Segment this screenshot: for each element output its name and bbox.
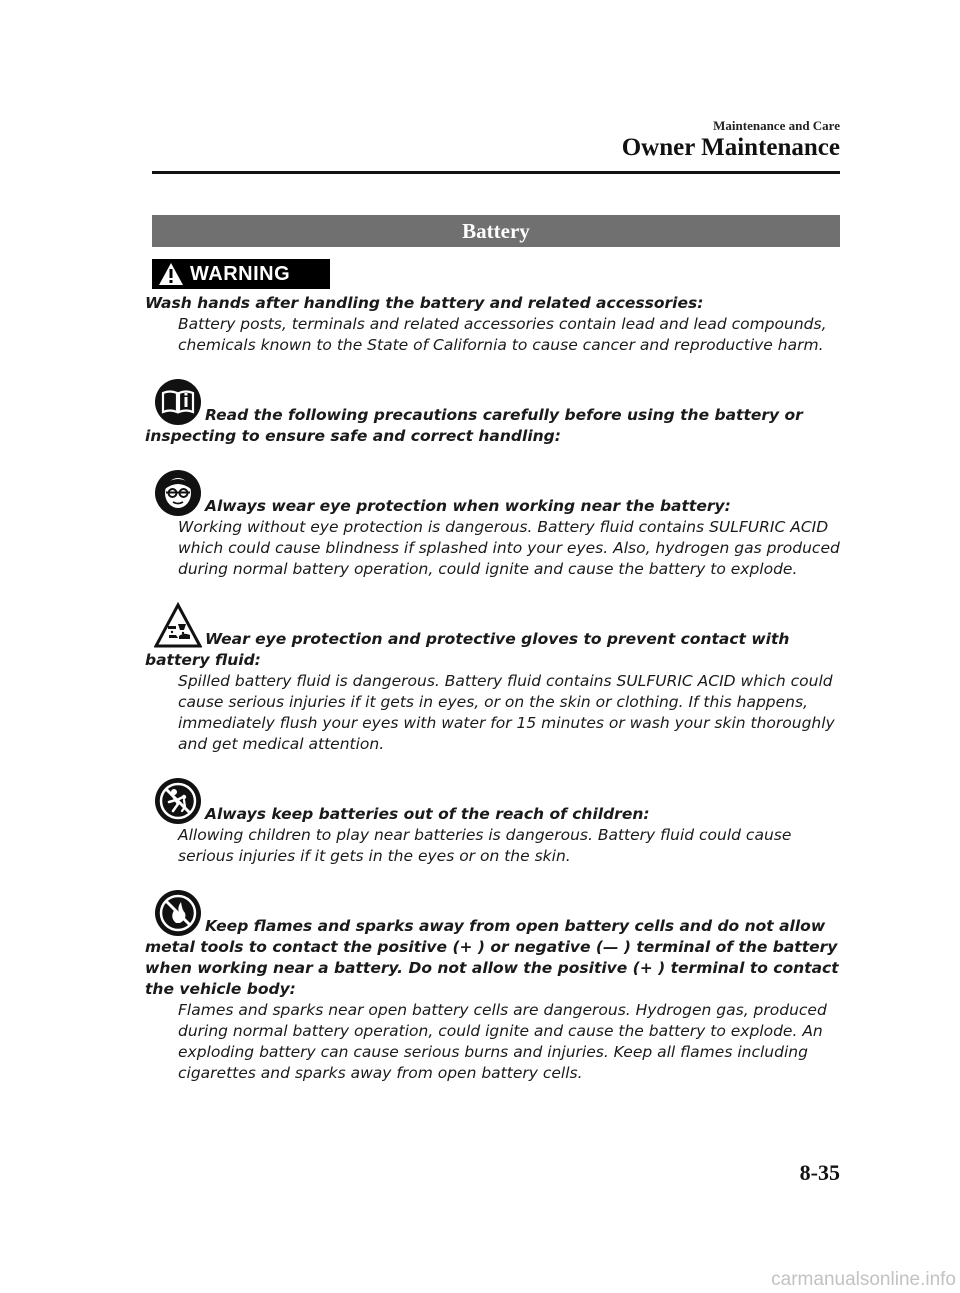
item-head: Always wear eye protection when working near the battery: — [205, 497, 731, 515]
page-number: 8-35 — [799, 1160, 840, 1185]
list-item — [145, 777, 845, 867]
list-item — [145, 469, 845, 580]
section-bar: Battery — [152, 215, 840, 247]
watermark: carmanualsonline.info — [771, 1269, 956, 1290]
lead-body: Battery posts, terminals and related accessories contain lead and lead compounds, chemicals known to the State of California to cause cancer and reproductive harm. — [178, 315, 827, 354]
warning-triangle-icon — [158, 262, 184, 286]
warning-label: WARNING — [190, 263, 291, 285]
lead-head: Wash hands after handling the battery and related accessories: — [145, 294, 704, 312]
page-title: Owner Maintenance — [621, 134, 840, 161]
item-body: Flames and sparks near open battery cells are dangerous. Hydrogen gas, produced during normal battery operation, could ignite and cause the battery to explode. An exploding battery can cause serious burns and injuries. Keep all flames including cigarettes and sparks away from open battery cells. — [178, 1001, 827, 1082]
item-body: Spilled battery fluid is dangerous. Battery fluid contains SULFURIC ACID which could cause serious injuries if it gets in eyes, or on the skin or clothing. If this happens, immediately flush your eyes with water for 15 minutes or wash your skin thoroughly and get medical attention. — [178, 672, 835, 753]
list-item — [145, 378, 845, 447]
header-rule — [152, 171, 840, 174]
warning-content — [145, 293, 845, 1106]
item-body: Allowing children to play near batteries is dangerous. Battery fluid could cause serious injuries if it gets in the eyes or on the skin. — [178, 826, 792, 865]
warning-badge — [152, 259, 330, 289]
item-head: Read the following precautions carefully before using the battery or inspecting to ensure safe and correct handling: — [145, 406, 803, 445]
item-head: Always keep batteries out of the reach of children: — [205, 805, 650, 823]
corrosive-hazard-icon — [154, 602, 202, 650]
item-head: Wear eye protection and protective gloves to prevent contact with battery fluid: — [145, 630, 790, 669]
list-item — [145, 602, 845, 755]
lead-block — [145, 293, 845, 356]
list-item — [145, 889, 845, 1084]
item-head: Keep flames and sparks away from open battery cells and do not allow metal tools to contact the positive (+ ) or negative (— ) terminal of the battery when working near a battery. Do not allow the positive (+ ) terminal to contact the vehicle body: — [145, 917, 839, 998]
section-subtitle: Maintenance and Care — [713, 118, 840, 133]
item-body: Working without eye protection is dangerous. Battery fluid contains SULFURIC ACID which could cause blindness if splashed into your eyes. Also, hydrogen gas produced during normal battery operation, could ignite and cause the battery to explode. — [178, 518, 840, 578]
